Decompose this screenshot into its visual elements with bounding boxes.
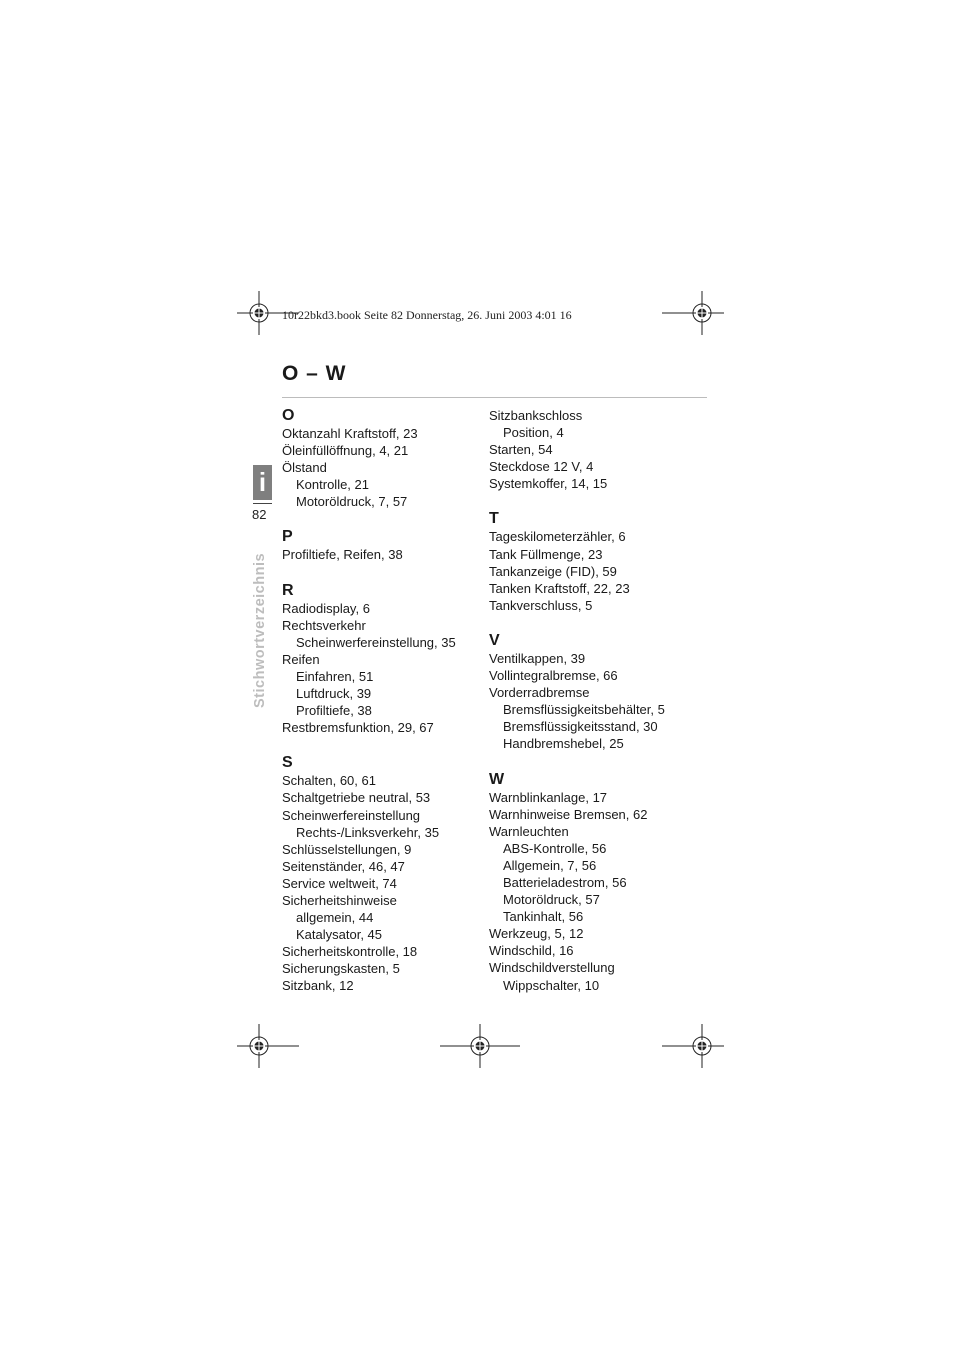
- index-entry: Vorderradbremse: [489, 685, 590, 701]
- index-group: [489, 407, 689, 492]
- title-divider: [282, 397, 707, 398]
- side-tab-divider: [253, 503, 272, 504]
- index-entry: Schlüsselstellungen, 9: [282, 841, 412, 857]
- section-label: Stichwortverzeichnis: [252, 552, 268, 708]
- page-number: 82: [252, 507, 267, 522]
- index-subentry: Bremsflüssigkeitsstand, 30: [503, 719, 658, 735]
- page-title: O – W: [282, 362, 347, 385]
- index-entry: Sicherungskasten, 5: [282, 961, 400, 977]
- index-entry: Tankverschluss, 5: [489, 597, 593, 613]
- index-entry: Seitenständer, 46, 47: [282, 858, 405, 874]
- index-entry: Sicherheitskontrolle, 18: [282, 944, 418, 960]
- index-entry: Steckdose 12 V, 4: [489, 459, 594, 475]
- index-entry: Sitzbankschloss: [489, 408, 583, 423]
- index-subentry: Tankinhalt, 56: [503, 909, 584, 925]
- index-entry: Service weltweit, 74: [282, 875, 397, 891]
- index-entry: Öleinfüllöffnung, 4, 21: [282, 443, 409, 459]
- index-entry: Radiodisplay, 6: [282, 600, 370, 616]
- index-entry: Werkzeug, 5, 12: [489, 926, 584, 942]
- index-group: [282, 754, 482, 994]
- index-letter-heading: O: [282, 407, 295, 424]
- index-group: [282, 407, 482, 510]
- index-subentry: Allgemein, 7, 56: [503, 857, 597, 873]
- index-entry: Warnblinkanlage, 17: [489, 789, 608, 805]
- info-icon: i: [253, 465, 272, 500]
- index-subentry: Einfahren, 51: [296, 668, 374, 684]
- index-entry: Reifen: [282, 651, 320, 667]
- index-entry: Windschildverstellung: [489, 960, 615, 976]
- index-subentry: ABS-Kontrolle, 56: [503, 840, 607, 856]
- index-entry: Schaltgetriebe neutral, 53: [282, 790, 431, 806]
- index-group: [489, 510, 689, 613]
- index-group: [489, 771, 689, 994]
- index-entry: Ölstand: [282, 460, 327, 476]
- index-entry: Sicherheitshinweise: [282, 892, 397, 908]
- index-entry: Ventilkappen, 39: [489, 650, 586, 666]
- index-entry: Schalten, 60, 61: [282, 773, 376, 789]
- index-column-left: [282, 407, 482, 1013]
- index-subentry: Position, 4: [503, 425, 564, 441]
- index-letter-heading: R: [282, 581, 294, 599]
- index-entry: Starten, 54: [489, 442, 553, 458]
- index-entry: Warnhinweise Bremsen, 62: [489, 806, 648, 822]
- index-subentry: Motoröldruck, 7, 57: [296, 494, 408, 510]
- index-entry: Restbremsfunktion, 29, 67: [282, 720, 434, 736]
- index-entry: Systemkoffer, 14, 15: [489, 476, 608, 492]
- index-column-right: [489, 407, 689, 1012]
- index-subentry: Motoröldruck, 57: [503, 892, 600, 908]
- index-entry: Tank Füllmenge, 23: [489, 546, 603, 562]
- index-subentry: Profiltiefe, 38: [296, 703, 372, 719]
- index-entry: Tageskilometerzähler, 6: [489, 529, 626, 545]
- index-entry: Sitzbank, 12: [282, 978, 354, 994]
- index-subentry: Wippschalter, 10: [503, 977, 600, 993]
- index-entry: Warnleuchten: [489, 823, 569, 839]
- index-entry: Scheinwerfereinstellung: [282, 807, 421, 823]
- registration-mark-top-right: [652, 263, 752, 363]
- index-group: [282, 582, 482, 737]
- index-subentry: Batterieladestrom, 56: [503, 874, 627, 890]
- print-slug: 10r22bkd3.book Seite 82 Donnerstag, 26. Juni 2003 4:01 16: [282, 308, 572, 322]
- index-letter-heading: S: [282, 754, 293, 772]
- index-entry: Windschild, 16: [489, 943, 574, 959]
- index-entry: Profiltiefe, Reifen, 38: [282, 547, 403, 563]
- index-entry: Tankanzeige (FID), 59: [489, 563, 617, 579]
- index-subentry: Katalysator, 45: [296, 927, 382, 943]
- index-entry: Oktanzahl Kraftstoff, 23: [282, 426, 418, 441]
- index-entry: Tanken Kraftstoff, 22, 23: [489, 580, 630, 596]
- index-letter-heading: V: [489, 631, 500, 649]
- index-subentry: Bremsflüssigkeitsbehälter, 5: [503, 702, 665, 718]
- index-group: [282, 528, 482, 563]
- index-entry: Vollintegralbremse, 66: [489, 668, 618, 684]
- index-subentry: Handbremshebel, 25: [503, 736, 624, 752]
- index-letter-heading: P: [282, 528, 293, 546]
- index-entry: Rechtsverkehr: [282, 617, 366, 633]
- index-subentry: Scheinwerfereinstellung, 35: [296, 634, 456, 650]
- index-subentry: Rechts-/Linksverkehr, 35: [296, 824, 440, 840]
- index-letter-heading: T: [489, 510, 499, 528]
- index-letter-heading: W: [489, 770, 505, 788]
- index-group: [489, 632, 689, 753]
- index-subentry: Kontrolle, 21: [296, 477, 369, 493]
- index-subentry: Luftdruck, 39: [296, 686, 372, 702]
- index-subentry: allgemein, 44: [296, 910, 374, 926]
